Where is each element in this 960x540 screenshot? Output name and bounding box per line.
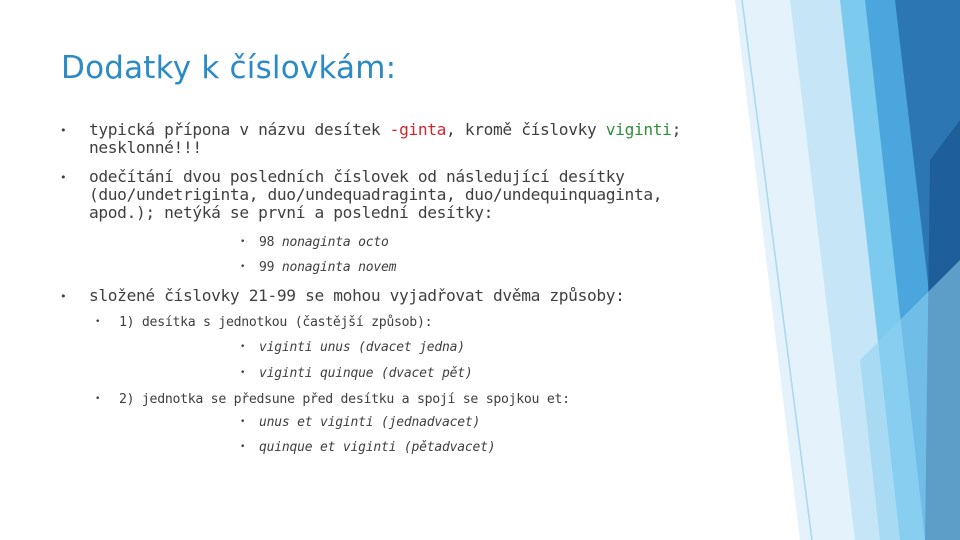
example-99-number: 99 xyxy=(259,260,275,275)
bullet1-text-before: typická přípona v názvu desítek xyxy=(89,120,390,139)
example-99-words: nonaginta novem xyxy=(281,260,397,275)
example-99 xyxy=(259,260,396,275)
bullet-marker: • xyxy=(240,237,246,247)
sub-bullet-method-1: 1) desítka s jednotkou (častější způsob): xyxy=(119,315,433,330)
bullet-marker: • xyxy=(240,342,246,352)
bullet-marker: • xyxy=(240,368,246,378)
bullet-marker: • xyxy=(60,171,67,184)
example-viginti-quinque: viginti quinque (dvacet pět) xyxy=(259,366,473,381)
example-unus-et-viginti: unus et viginti (jednadvacet) xyxy=(259,415,481,430)
bullet-marker: • xyxy=(240,442,246,452)
example-98 xyxy=(259,235,389,250)
bullet1-text-after: ; nesklonné!!! xyxy=(89,120,681,157)
bullet-marker: • xyxy=(240,262,246,272)
bullet-typical-suffix xyxy=(89,121,709,157)
bullet1-text-middle: , kromě číslovky xyxy=(446,120,606,139)
example-quinque-et-viginti: quinque et viginti (pětadvacet) xyxy=(259,440,496,455)
viginti-highlight: viginti xyxy=(605,120,672,139)
bullet-subtraction: odečítání dvou posledních číslovek od následující desítky (duo/undetriginta, duo/undequadraginta, duo/undequinquaginta, apod.); netýká se první a poslední desítky: xyxy=(89,167,663,222)
suffix-ginta-highlight: -ginta xyxy=(389,120,447,139)
example-98-words: nonaginta octo xyxy=(281,235,389,250)
bullet-marker: • xyxy=(60,290,67,303)
bullet-marker: • xyxy=(60,124,67,137)
bullet-compound-numerals: složené číslovky 21-99 se mohou vyjadřovat dvěma způsoby: xyxy=(89,286,625,305)
slide-title: Dodatky k číslovkám: xyxy=(61,50,397,86)
example-viginti-unus: viginti unus (dvacet jedna) xyxy=(259,340,465,355)
example-98-number: 98 xyxy=(259,235,275,250)
bullet-marker: • xyxy=(95,317,101,327)
bullet-marker: • xyxy=(240,417,246,427)
bullet-marker: • xyxy=(95,394,101,404)
sub-bullet-method-2: 2) jednotka se předsune před desítku a spojí se spojkou et: xyxy=(119,392,570,407)
